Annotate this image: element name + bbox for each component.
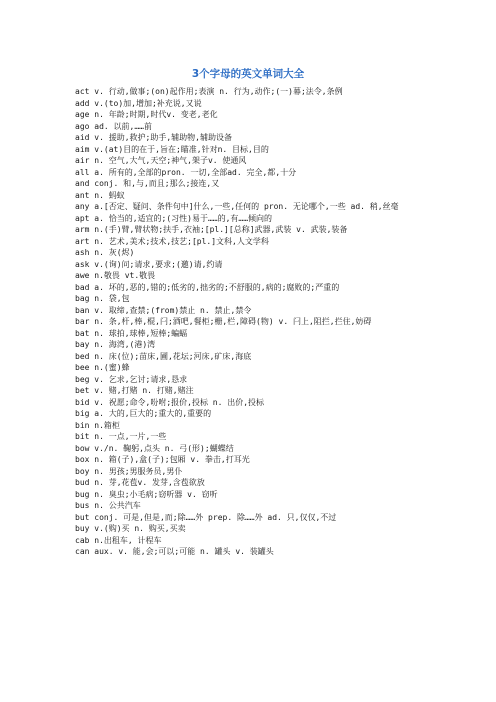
word-entry: can aux. v. 能,会;可以;可能 n. 罐头 v. 装罐头 — [75, 547, 274, 556]
word-entry: bad a. 坏的,恶的,错的;低劣的,拙劣的;不舒服的,病的;腐败的;严重的 — [75, 282, 340, 292]
word-list — [75, 86, 425, 558]
word-entry: art n. 艺术,美术;技术,技艺;[pl.]文科,人文学科 — [75, 236, 269, 246]
word-entry: air n. 空气,大气,天空;神气,架子v. 使通风 — [75, 156, 247, 165]
word-entry: boy n. 男孩;男服务员,男仆 — [75, 466, 183, 476]
word-entry: ban v. 取缔,查禁;(from)禁止 n. 禁止,禁令 — [75, 305, 252, 315]
word-entry: ant n. 蚂蚁 — [75, 190, 125, 200]
word-entry: arm n.(手)臂,臂状物;扶手,衣袖;[pl.][总称]武器,武装 v. 武装,装备 — [75, 225, 348, 234]
word-entry: aid v. 援助,救护;助手,辅助物,辅助设备 — [75, 133, 232, 142]
word-entry: any a.[否定、疑问、条件句中]什么,一些,任何的 pron. 无论哪个,一些 ad. 稍,丝毫 — [75, 202, 399, 211]
word-entry: ash n. 灰(烬) — [75, 248, 135, 257]
word-entry: aim v.(at)目的在于,旨在;瞄准,针对n. 目标,目的 — [75, 144, 269, 154]
word-entry: ago ad. 以前,……前 — [75, 121, 152, 131]
word-entry: bar n. 条,杆,棒,棍,闩;酒吧,餐柜;栅,栏,障碍(物) v. 闩上,阻拦,拦住,妨碍 — [75, 317, 372, 326]
word-entry: beg v. 乞求,乞讨;请求,恳求 — [75, 374, 188, 384]
word-entry: bit n. 一点,一片,一些 — [75, 432, 167, 441]
word-entry: bet v. 赌,打赌 n. 打赌,赌注 — [75, 386, 194, 395]
word-entry: bin n.箱柜 — [75, 420, 120, 430]
word-entry: bug n. 臭虫;小毛病;窃听器 v. 窃听 — [75, 489, 218, 499]
word-entry: act v. 行动,做事;(on)起作用;表演 n. 行为,动作;(一)幕;法令,条例 — [75, 87, 343, 96]
word-entry: bid v. 祝愿;命令,吩咐;报价,投标 n. 出价,投标 — [75, 397, 265, 407]
word-entry: bus n. 公共汽车 — [75, 501, 141, 510]
word-entry: big a. 大的,巨大的;重大的,重要的 — [75, 409, 212, 418]
word-entry: awe n.敬畏 vt.敬畏 — [75, 271, 156, 280]
word-entry: all a. 所有的,全部的pron. 一切,全部ad. 完全,都,十分 — [75, 167, 297, 177]
word-entry: buy v.(购)买 n. 购买,买卖 — [75, 524, 186, 533]
word-entry: age n. 年龄;时期,时代v. 变老,老化 — [75, 110, 218, 119]
word-entry: but conj. 可是,但是,而;除……外 prep. 除……外 ad. 只,仅仅,不过 — [75, 512, 337, 522]
word-entry: apt a. 恰当的,适宜的;(习性)易于……的,有……倾向的 — [75, 213, 273, 223]
page-title: 3个字母的英文单词大全 — [191, 68, 305, 80]
word-entry: ask v.(询)问;请求,要求;(邀)请,约请 — [75, 259, 223, 269]
word-entry: bed n. 床(位);苗床,圃,花坛;河床,矿床,海底 — [75, 351, 252, 361]
word-entry: cab n.出租车, 计程车 — [75, 535, 162, 545]
word-entry: bud n. 芽,花苞v. 发芽,含苞欲放 — [75, 478, 205, 487]
word-entry: box n. 箱(子),盒(子);包厢 v. 拳击,打耳光 — [75, 455, 250, 464]
word-entry: bay n. 海湾,(港)湾 — [75, 340, 156, 349]
word-entry: bow v./n. 鞠躬,点头 n. 弓(形);蝴蝶结 — [75, 443, 234, 453]
word-entry: bat n. 球拍,球棒,短棒;蝙蝠 — [75, 328, 188, 338]
word-entry: bee n.(蜜)蜂 — [75, 363, 130, 372]
word-entry: add v.(to)加,增加;补充说,又说 — [75, 98, 202, 108]
word-entry: and conj. 和,与,而且;那么;接连,又 — [75, 179, 220, 188]
word-entry: bag n. 袋,包 — [75, 294, 130, 303]
